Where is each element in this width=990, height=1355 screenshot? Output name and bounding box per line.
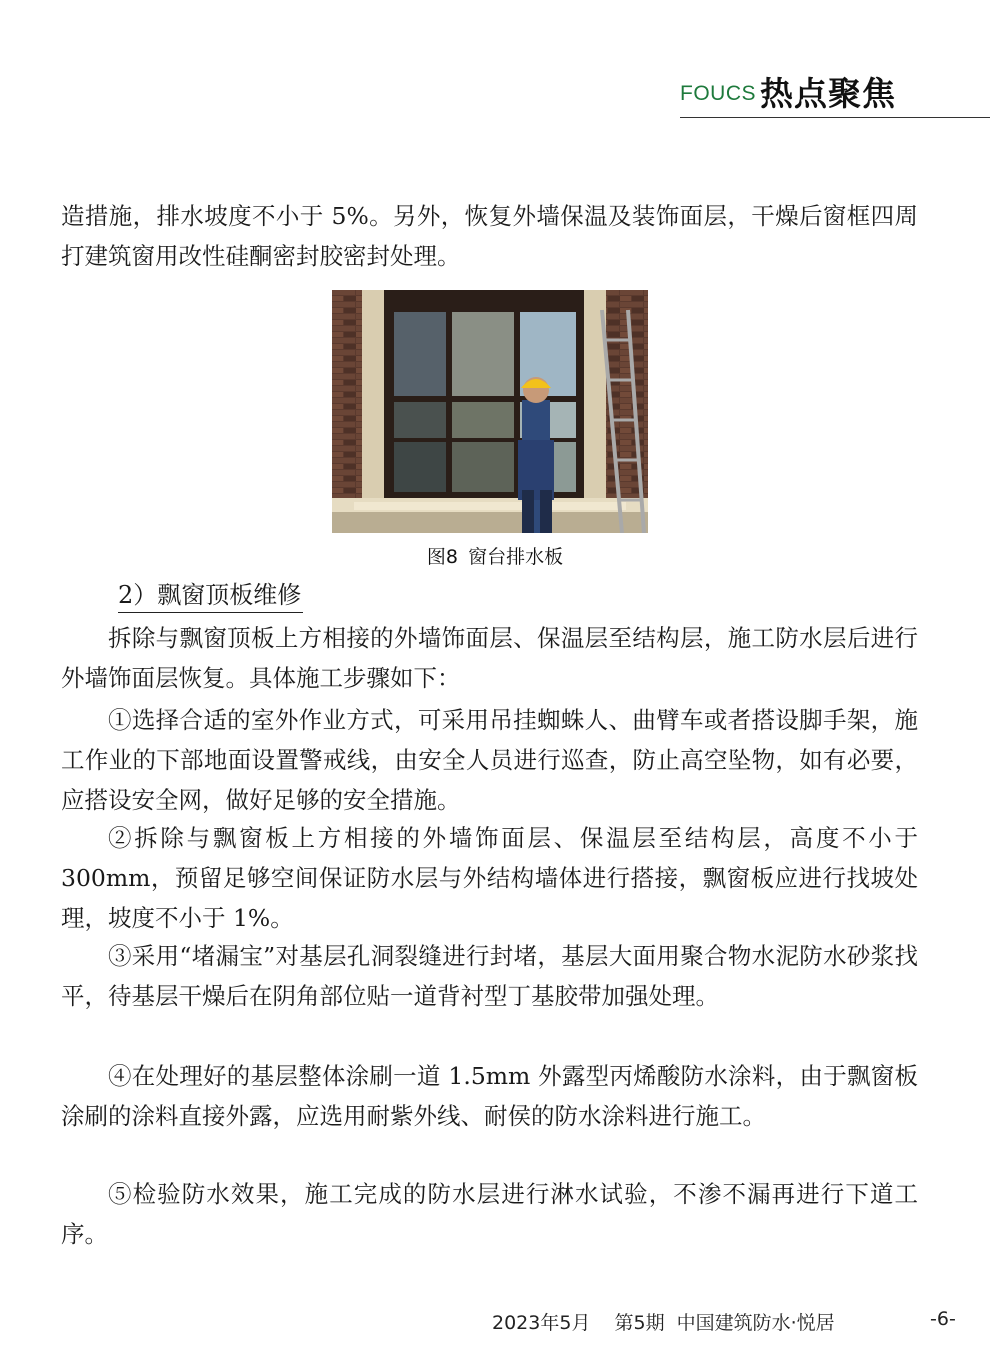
section-heading: 2）飘窗顶板维修 bbox=[118, 578, 303, 613]
section-intro: 拆除与飘窗顶板上方相接的外墙饰面层、保温层至结构层，施工防水层后进行外墙饰面层恢复。具体施工步骤如下： bbox=[61, 624, 918, 692]
paragraph-top: 造措施，排水坡度不小于 5%。另外，恢复外墙保温及装饰面层，干燥后窗框四周打建筑窗用改性硅酮密封胶密封处理。 bbox=[61, 202, 918, 270]
section-label-cn: 热点聚焦 bbox=[760, 74, 896, 113]
step-2: ②拆除与飘窗板上方相接的外墙饰面层、保温层至结构层，高度不小于 300mm，预留足够空间保证防水层与外结构墙体进行搭接，飘窗板应进行找坡处理，坡度不小于 1%。 bbox=[61, 824, 918, 932]
figure-caption bbox=[0, 542, 990, 569]
page-footer bbox=[492, 1308, 853, 1335]
step-4: ④在处理好的基层整体涂刷一道 1.5mm 外露型丙烯酸防水涂料，由于飘窗板涂刷的涂料直接外露，应选用耐紫外线、耐侯的防水涂料进行施工。 bbox=[61, 1062, 918, 1130]
figure-window-sill-photo bbox=[332, 290, 648, 533]
header-rule bbox=[680, 117, 990, 118]
figure-title: 窗台排水板 bbox=[468, 546, 564, 568]
figure-number: 图8 bbox=[426, 546, 459, 568]
step-1: ①选择合适的室外作业方式，可采用吊挂蜘蛛人、曲臂车或者搭设脚手架，施工作业的下部地面设置警戒线，由安全人员进行巡查，防止高空坠物，如有必要，应搭设安全网，做好足够的安全措施。 bbox=[61, 706, 918, 814]
section-label-en: FOUCS bbox=[680, 82, 756, 105]
section-header bbox=[680, 62, 990, 118]
footer-date: 2023年5月 bbox=[492, 1312, 591, 1334]
step-3: ③采用“堵漏宝”对基层孔洞裂缝进行封堵，基层大面用聚合物水泥防水砂浆找平，待基层干燥后在阴角部位贴一道背衬型丁基胶带加强处理。 bbox=[61, 942, 918, 1010]
page-number: -6- bbox=[930, 1308, 956, 1330]
footer-publication: 中国建筑防水·悦居 bbox=[676, 1312, 835, 1334]
step-5: ⑤检验防水效果，施工完成的防水层进行淋水试验，不渗不漏再进行下道工序。 bbox=[61, 1180, 918, 1248]
footer-issue: 第5期 bbox=[614, 1312, 665, 1334]
photo-illustration bbox=[332, 290, 648, 533]
